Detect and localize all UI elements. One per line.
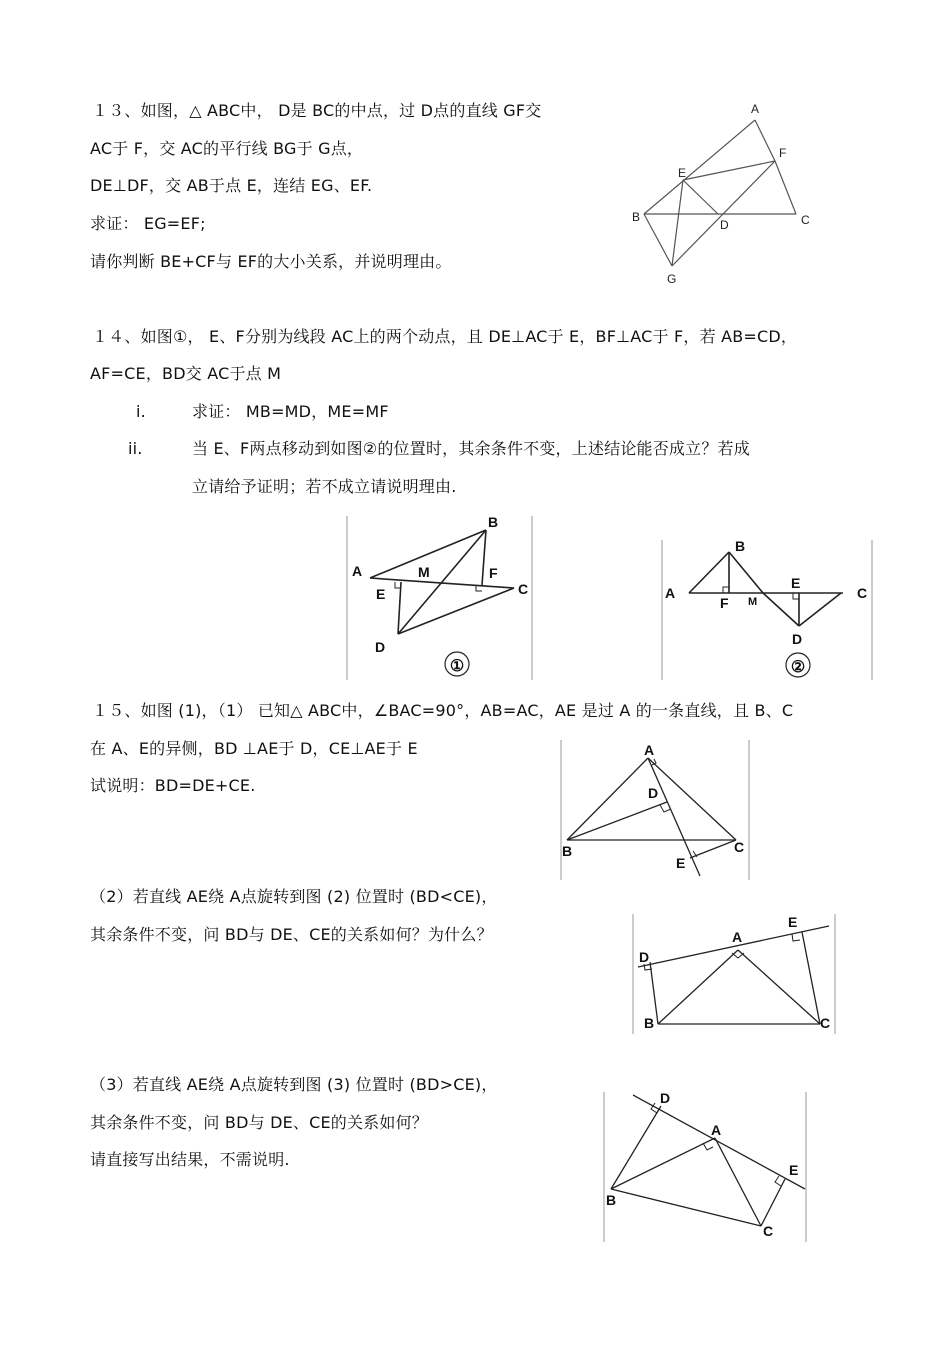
q14-figure-2-svg bbox=[661, 540, 875, 680]
q15-fig1-label-b: B bbox=[562, 843, 573, 859]
q14-fig2-label-f: F bbox=[720, 595, 729, 611]
q15-fig3-label-d: D bbox=[660, 1092, 671, 1106]
q15-fig2-label-e: E bbox=[788, 914, 798, 930]
q14-fig1-label-d: D bbox=[375, 639, 386, 655]
q14-fig2-label-d: D bbox=[792, 631, 803, 647]
q14-item-2-line-1: 当 E、F两点移动到如图②的位置时，其余条件不变，上述结论能否成立？若成 bbox=[192, 439, 750, 458]
q14-fig1-label-m: M bbox=[418, 564, 430, 580]
q15-figure-1-svg bbox=[560, 740, 752, 880]
q15-figure-2-svg bbox=[632, 914, 838, 1034]
q15-fig3-label-e: E bbox=[789, 1162, 799, 1178]
q14-fig1-label-b: B bbox=[488, 516, 499, 530]
q13-label-c: C bbox=[801, 213, 810, 227]
q14-fig1-caption: ① bbox=[449, 658, 465, 675]
q15-fig2-label-a: A bbox=[732, 929, 743, 945]
q13-line-3: DE⊥DF，交 AB于点 E，连结 EG、EF. bbox=[90, 176, 373, 195]
q14-fig2-label-b: B bbox=[735, 540, 746, 554]
q13-figure bbox=[620, 95, 820, 295]
q13-line-2: AC于 F，交 AC的平行线 BG于 G点， bbox=[90, 139, 364, 158]
q13-label-g: G bbox=[667, 272, 677, 286]
q15-fig2-label-b: B bbox=[644, 1015, 655, 1031]
q15-figure-3-svg bbox=[603, 1092, 809, 1242]
q13-label-e: E bbox=[678, 166, 687, 180]
q14-fig1-label-a: A bbox=[352, 563, 363, 579]
q15-fig1-label-c: C bbox=[734, 839, 745, 855]
q15-fig1-label-e: E bbox=[676, 855, 686, 871]
q14-fig2-label-m: M bbox=[748, 596, 758, 608]
q14-fig2-label-e: E bbox=[791, 575, 801, 591]
q14-figure-2 bbox=[661, 540, 875, 680]
q15-figure-1 bbox=[560, 740, 752, 880]
q15-figure-2 bbox=[632, 914, 838, 1034]
q14-item-1: 求证： MB=MD，ME=MF bbox=[192, 402, 389, 421]
q14-fig1-label-e: E bbox=[376, 586, 386, 602]
q15-line-1: １５、如图 (1)，（1） 已知△ ABC中，∠BAC=90°，AB=AC，AE 是过 A 的一条直线，且 B、C bbox=[92, 701, 794, 720]
q15-line-3: 试说明：BD=DE+CE. bbox=[90, 776, 256, 795]
q15-figure-3 bbox=[603, 1092, 809, 1242]
q14-line-2: AF=CE，BD交 AC于点 M bbox=[90, 364, 282, 383]
q15-fig2-label-c: C bbox=[820, 1015, 831, 1031]
q13-line-5: 请你判断 BE+CF与 EF的大小关系，并说明理由。 bbox=[90, 252, 452, 271]
q14-item-2-line-2: 立请给予证明；若不成立请说明理由. bbox=[192, 477, 457, 496]
q15-part2-line-1: （2）若直线 AE绕 A点旋转到图 (2) 位置时 (BD<CE)， bbox=[90, 887, 498, 906]
q15-fig1-label-a: A bbox=[644, 742, 655, 758]
q13-label-b: B bbox=[632, 210, 641, 224]
q14-fig2-caption: ② bbox=[790, 659, 806, 676]
q14-fig1-label-f: F bbox=[489, 565, 498, 581]
q15-part3-line-3: 请直接写出结果，不需说明. bbox=[90, 1150, 290, 1169]
q13-label-f: F bbox=[779, 146, 787, 160]
q14-item-2-marker: ii. bbox=[128, 439, 143, 458]
q14-fig2-label-a: A bbox=[665, 585, 676, 601]
q15-part2-line-2: 其余条件不变，问 BD与 DE、CE的关系如何？为什么？ bbox=[90, 925, 493, 944]
q13-label-a: A bbox=[751, 102, 760, 116]
q15-fig1-label-d: D bbox=[648, 785, 659, 801]
q15-fig2-label-d: D bbox=[639, 949, 650, 965]
q15-part3-line-2: 其余条件不变，问 BD与 DE、CE的关系如何？ bbox=[90, 1113, 428, 1132]
q14-line-1: １４、如图①， E、F分别为线段 AC上的两个动点，且 DE⊥AC于 E，BF⊥AC于 F，若 AB=CD， bbox=[92, 327, 798, 346]
q15-line-2: 在 A、E的异侧，BD ⊥AE于 D，CE⊥AE于 E bbox=[90, 739, 418, 758]
q13-line-1: １３、如图，△ ABC中， D是 BC的中点，过 D点的直线 GF交 bbox=[92, 101, 542, 120]
q14-figure-1 bbox=[346, 516, 534, 680]
q15-fig3-label-a: A bbox=[711, 1122, 722, 1138]
q14-item-1-marker: i. bbox=[136, 402, 146, 421]
q15-fig3-label-c: C bbox=[763, 1223, 774, 1239]
q14-figure-1-svg bbox=[346, 516, 534, 680]
q15-fig3-label-b: B bbox=[606, 1192, 617, 1208]
q14-fig1-label-c: C bbox=[518, 581, 529, 597]
q15-part3-line-1: （3）若直线 AE绕 A点旋转到图 (3) 位置时 (BD>CE)， bbox=[90, 1075, 498, 1094]
q13-line-4: 求证： EG=EF; bbox=[90, 214, 206, 233]
q13-figure-svg bbox=[620, 95, 820, 295]
q14-fig2-label-c: C bbox=[857, 585, 868, 601]
q13-label-d: D bbox=[720, 218, 729, 232]
